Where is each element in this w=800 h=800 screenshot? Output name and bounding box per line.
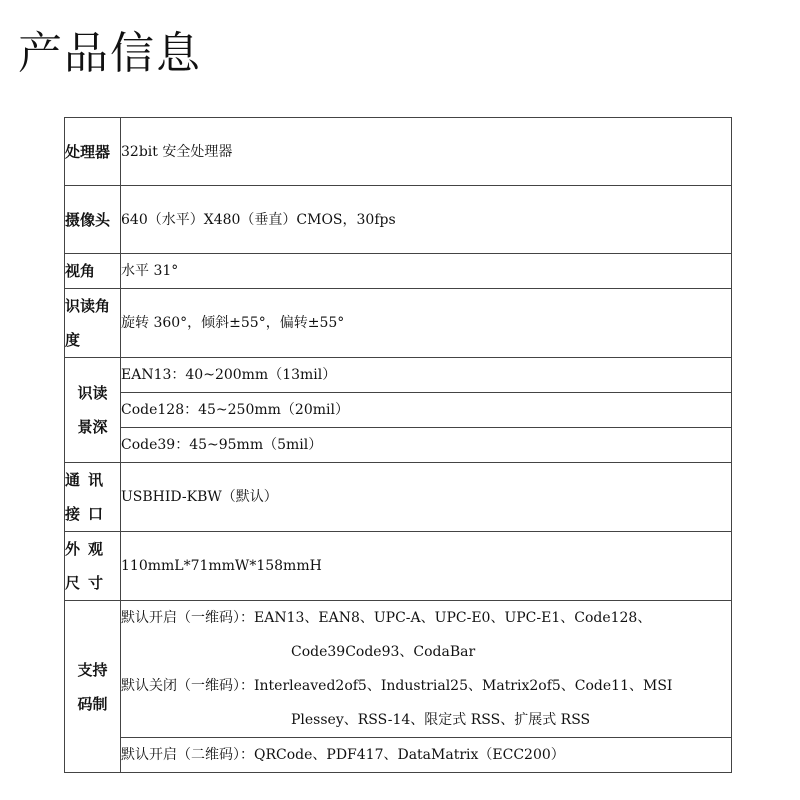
on-1d-codes: EAN13、EAN8、UPC-A、UPC-E0、UPC-E1、Code128、 — [254, 610, 652, 626]
off-1d-line1 — [121, 669, 731, 703]
row-label — [65, 186, 121, 254]
depth-label: 识读景深 — [77, 384, 108, 436]
on-2d-line — [121, 738, 732, 773]
read-angle-value: 旋转 360°，倾斜±55°，偏转±55° — [121, 289, 732, 358]
dimensions-value: 110mmL*71mmW*158mmH — [121, 532, 732, 601]
on-1d-line2: Code39Code93、CodaBar — [291, 644, 476, 660]
table-row — [65, 186, 732, 254]
interface-label: 通讯接口 — [65, 471, 112, 523]
on-1d-line1 — [121, 601, 731, 635]
symbology-default-list — [121, 601, 732, 738]
view-angle-label: 视角 — [65, 254, 121, 289]
row-label — [65, 289, 121, 358]
table-row — [65, 463, 732, 532]
row-label — [65, 118, 121, 186]
table-row — [65, 254, 732, 289]
depth-value-code39: Code39：45~95mm（5mil） — [121, 428, 732, 463]
table-row — [65, 738, 732, 773]
depth-value-code128: Code128：45~250mm（20mil） — [121, 393, 732, 428]
table-row — [65, 118, 732, 186]
row-label — [65, 463, 121, 532]
read-angle-label: 识读角度 — [65, 297, 111, 349]
depth-value-ean13: EAN13：40~200mm（13mil） — [121, 358, 732, 393]
table-row — [65, 601, 732, 738]
table-row — [65, 393, 732, 428]
processor-value: 32bit 安全处理器 — [121, 118, 732, 186]
camera-label: 摄像头 — [65, 210, 111, 229]
symbology-label: 支持码制 — [77, 660, 108, 713]
page-title: 产品信息 — [18, 28, 202, 79]
dimensions-label: 外观尺寸 — [65, 540, 112, 592]
table-row — [65, 428, 732, 463]
view-angle-value: 水平 31° — [121, 254, 732, 289]
spec-table — [64, 117, 732, 773]
table-row — [65, 532, 732, 601]
off-1d-prefix: 默认关闭（一维码）： — [121, 678, 254, 694]
row-label — [65, 601, 121, 773]
off-1d-line2: Plessey、RSS-14、限定式 RSS、扩展式 RSS — [291, 712, 591, 728]
row-label — [65, 358, 121, 463]
camera-value: 640（水平）X480（垂直）CMOS，30fps — [121, 186, 732, 254]
table-row — [65, 289, 732, 358]
on-2d-prefix: 默认开启（二维码）： — [121, 747, 254, 763]
processor-label: 处理器 — [65, 142, 111, 161]
interface-value: USBHID-KBW（默认） — [121, 463, 732, 532]
table-row — [65, 358, 732, 393]
on-2d-codes: QRCode、PDF417、DataMatrix（ECC200） — [254, 747, 565, 763]
off-1d-codes: Interleaved2of5、Industrial25、Matrix2of5、Code11、MSI — [254, 678, 673, 694]
on-1d-prefix: 默认开启（一维码）： — [121, 610, 254, 626]
row-label — [65, 532, 121, 601]
